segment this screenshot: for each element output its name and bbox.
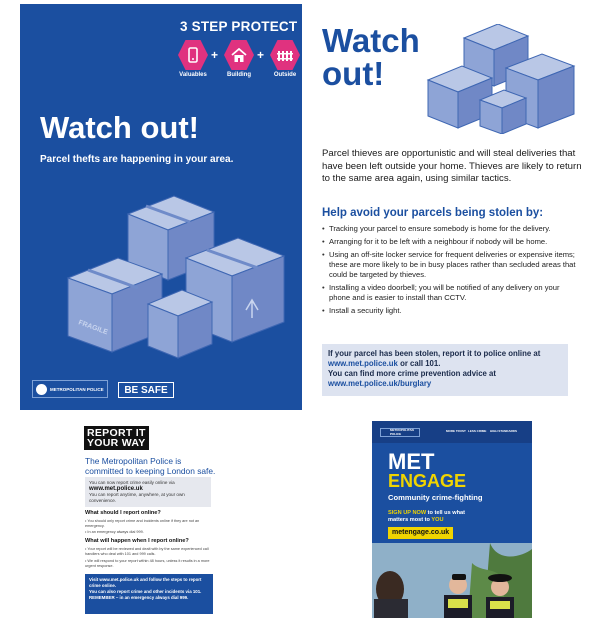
met-title: MET <box>388 449 435 474</box>
logo-text: METROPOLITAN POLICE <box>50 386 104 392</box>
met-engage-poster <box>372 421 532 618</box>
answer-text: • You should only report crime and incidents online if they are not an emergency. <box>85 519 200 528</box>
signup-prefix: SIGN UP NOW <box>388 510 427 516</box>
officers-photo <box>372 543 532 618</box>
help-title: Help avoid your parcels being stolen by: <box>322 207 544 219</box>
badge-line: REPORT IT <box>87 427 146 439</box>
answer-text: • In an emergency always dial 999. <box>85 530 144 534</box>
report-it-your-way-leaflet <box>84 426 222 614</box>
online-info-box <box>85 477 211 507</box>
step-label: Valuables <box>179 72 207 78</box>
tips-list <box>322 224 582 319</box>
headline: Watch out! <box>322 22 420 92</box>
badge-line: YOUR WAY <box>87 437 146 449</box>
question-heading: What should I report online? <box>85 510 161 516</box>
list-item: • Arranging for it to be left with a neighbour if nobody will be home. <box>322 237 582 247</box>
signup-you: YOU <box>431 517 444 523</box>
engage-title: ENGAGE <box>388 471 467 491</box>
list-item: • Using an off-site locker service for frequent deliveries or expensive items; these are more likely to be in busy places rather than secluded areas that could be targeted by thieves. <box>322 250 582 280</box>
signup-text <box>388 510 484 524</box>
fence-icon <box>270 40 300 70</box>
advice-text: You can find more crime prevention advice at <box>328 369 496 378</box>
subheadline: Parcel thefts are happening in your area. <box>40 154 234 165</box>
list-item: • Install a security light. <box>322 306 582 316</box>
report-link[interactable]: www.met.police.uk <box>328 359 398 368</box>
step-building <box>222 40 256 78</box>
crest-icon <box>36 384 47 395</box>
fragile-label: FRAGILE <box>77 319 109 337</box>
step-outside <box>268 40 302 78</box>
watch-out-poster <box>20 4 302 410</box>
answer-text: • We will respond to your report within 48 hours, unless it results in a more urgent response. <box>85 559 210 568</box>
met-police-logo: METROPOLITAN POLICE <box>380 428 420 437</box>
info-text: You can report anytime, anywhere, at your own convenience. <box>89 492 185 503</box>
info-text: You can now report crime easily online via <box>89 480 175 485</box>
parcels-illustration <box>62 192 292 372</box>
visit-text: REMEMBER – in an emergency always dial 999. <box>89 595 189 600</box>
step-valuables <box>176 40 210 78</box>
house-icon <box>224 40 254 70</box>
steps-row <box>176 40 302 90</box>
question-heading: What will happen when I report online? <box>85 538 189 544</box>
plus-sign: + <box>257 48 265 62</box>
value-high-standards: HIGH STANDARDS <box>490 429 517 433</box>
intro-paragraph: Parcel thieves are opportunistic and will steal deliveries that have been left outside your home. Thieves are likely to return to the same area again, using similar tactics. <box>322 148 582 184</box>
met-police-logo <box>32 380 108 398</box>
be-safe-logo: BE SAFE <box>118 382 174 398</box>
metengage-link[interactable]: metengage.co.uk <box>388 527 453 539</box>
step-label: Building <box>227 72 251 78</box>
info-url[interactable]: www.met.police.uk <box>89 486 143 492</box>
steps-title: 3 STEP PROTECT <box>180 19 298 34</box>
report-call: or call 101. <box>397 359 441 368</box>
poster-header <box>372 421 532 443</box>
visit-text: Visit www.met.police.uk and follow the steps to report crime online. <box>89 577 202 588</box>
advice-link[interactable]: www.met.police.uk/burglary <box>328 379 432 388</box>
report-it-badge <box>84 426 149 450</box>
parcel-theft-leaflet <box>316 14 586 404</box>
report-text: If your parcel has been stolen, report it to police online at <box>328 349 541 358</box>
tagline: Community crime-fighting <box>388 493 483 502</box>
step-label: Outside <box>273 72 297 78</box>
answer-text: • Your report will be reviewed and dealt with by the same experienced call handlers who deal with 101 and 999 calls. <box>85 547 209 556</box>
value-more-trust: MORE TRUST <box>446 429 466 433</box>
list-item: • Installing a video doorbell; you will be notified of any delivery on your phone and is easier to install than CCTV. <box>322 283 582 303</box>
parcels-illustration <box>424 24 576 134</box>
plus-sign: + <box>211 48 219 62</box>
leaflet-title: The Metropolitan Police is committed to keeping London safe. <box>85 456 216 476</box>
visit-box <box>85 574 213 614</box>
value-less-crime: LESS CRIME <box>468 429 487 433</box>
visit-text: You can also report crime and other incidents via 101. <box>89 589 202 594</box>
list-item: • Tracking your parcel to ensure somebody is home for the delivery. <box>322 224 582 234</box>
report-box <box>322 344 568 396</box>
headline: Watch out! <box>40 110 199 145</box>
phone-icon <box>178 40 208 70</box>
signup-rest: to tell us what matters most to <box>388 510 465 523</box>
